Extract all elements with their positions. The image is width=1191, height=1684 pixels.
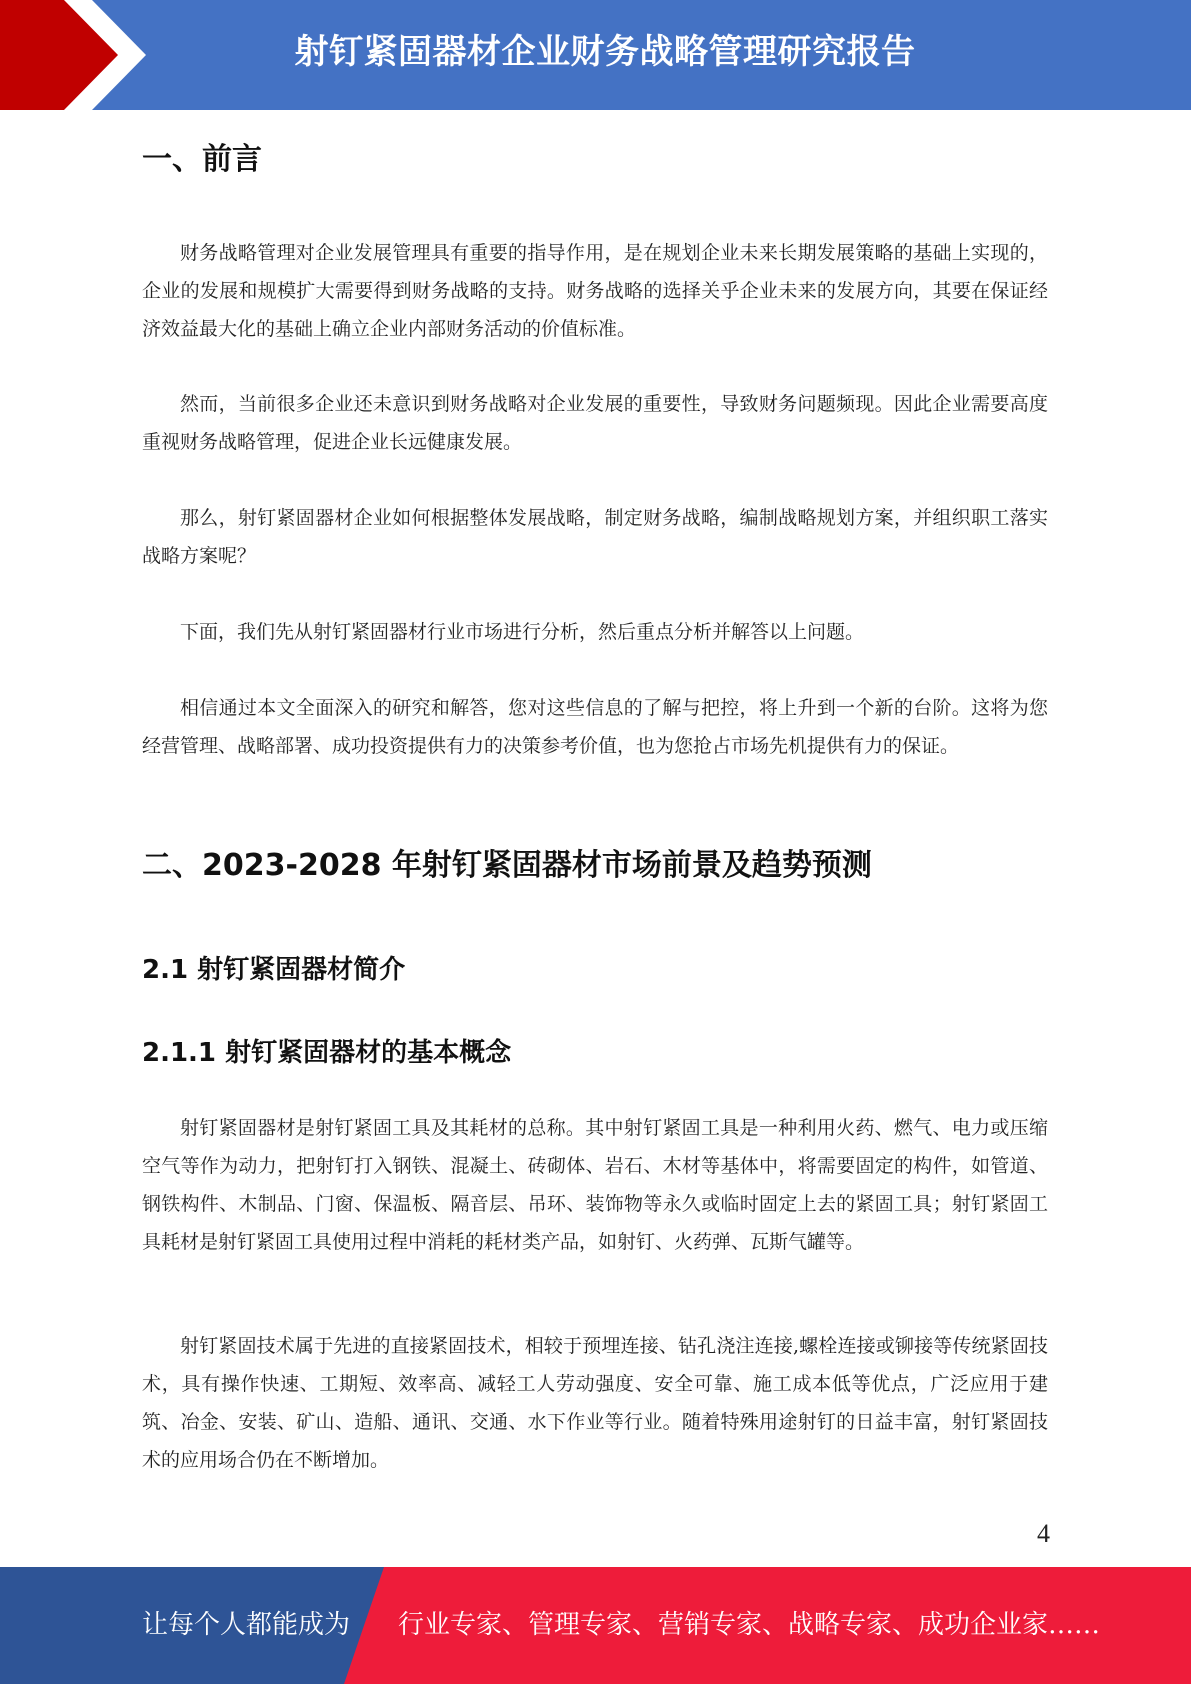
footer-slogan-right: 行业专家、管理专家、营销专家、战略专家、成功企业家……	[398, 1610, 1101, 1640]
paragraph: 财务战略管理对企业发展管理具有重要的指导作用，是在规划企业未来长期发展策略的基础上实现的，企业的发展和规模扩大需要得到财务战略的支持。财务战略的选择关乎企业未来的发展方向，其要在保证经济效益最大化的基础上确立企业内部财务活动的价值标准。	[142, 242, 1048, 340]
subsubsection-heading-concept: 2.1.1 射钉紧固器材的基本概念	[142, 1038, 512, 1068]
section-heading-market-outlook: 二、2023-2028 年射钉紧固器材市场前景及趋势预测	[142, 848, 872, 883]
header-banner	[0, 0, 1191, 110]
subsection-heading-intro: 2.1 射钉紧固器材简介	[142, 955, 406, 985]
page-number: 4	[1037, 1519, 1050, 1548]
paragraph: 然而，当前很多企业还未意识到财务战略对企业发展的重要性，导致财务问题频现。因此企业需要高度重视财务战略管理，促进企业长远健康发展。	[142, 393, 1048, 453]
paragraph: 射钉紧固器材是射钉紧固工具及其耗材的总称。其中射钉紧固工具是一种利用火药、燃气、电力或压缩空气等作为动力，把射钉打入钢铁、混凝土、砖砌体、岩石、木材等基体中，将需要固定的构件，如管道、钢铁构件、木制品、门窗、保温板、隔音层、吊环、装饰物等永久或临时固定上去的紧固工具；射钉紧固工具耗材是射钉紧固工具使用过程中消耗的耗材类产品，如射钉、火药弹、瓦斯气罐等。	[142, 1117, 1048, 1253]
footer-banner	[0, 1567, 1191, 1684]
paragraph: 下面，我们先从射钉紧固器材行业市场进行分析，然后重点分析并解答以上问题。	[180, 621, 865, 643]
footer-slogan-left: 让每个人都能成为	[142, 1610, 351, 1640]
paragraph: 相信通过本文全面深入的研究和解答，您对这些信息的了解与把控，将上升到一个新的台阶。这将为您经营管理、战略部署、成功投资提供有力的决策参考价值，也为您抢占市场先机提供有力的保证。	[142, 697, 1048, 757]
paragraph: 射钉紧固技术属于先进的直接紧固技术，相较于预埋连接、钻孔浇注连接,螺栓连接或铆接等传统紧固技术，具有操作快速、工期短、效率高、减轻工人劳动强度、安全可靠、施工成本低等优点，广泛应用于建筑、冶金、安装、矿山、造船、通讯、交通、水下作业等行业。随着特殊用途射钉的日益丰富，射钉紧固技术的应用场合仍在不断增加。	[142, 1335, 1048, 1471]
report-title: 射钉紧固器材企业财务战略管理研究报告	[294, 32, 916, 72]
paragraph: 那么，射钉紧固器材企业如何根据整体发展战略，制定财务战略，编制战略规划方案，并组织职工落实战略方案呢？	[142, 507, 1048, 567]
section-heading-preface: 一、前言	[142, 142, 262, 177]
